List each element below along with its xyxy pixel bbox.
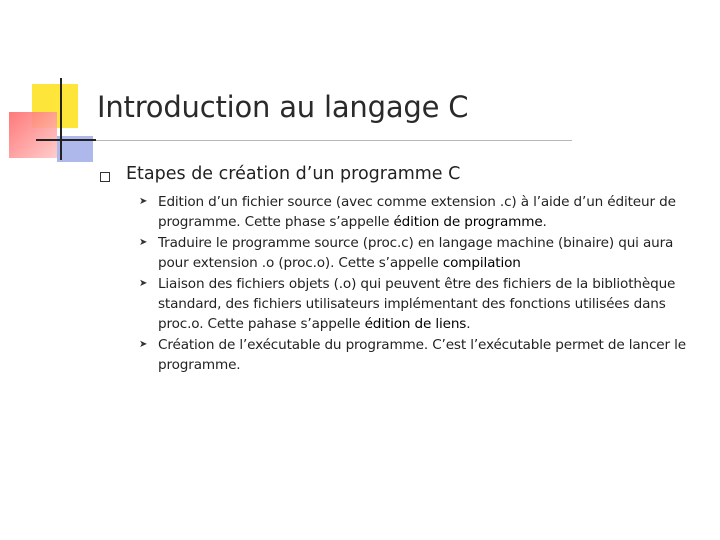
arrowhead-icon: ➤ bbox=[139, 196, 148, 207]
arrowhead-icon: ➤ bbox=[139, 277, 148, 289]
item-text: Edition d’un fichier source (avec comme extension .c) à l’aide d’un éditeur de programme. Cette phase s’appelle bbox=[158, 194, 676, 231]
list-item bbox=[139, 233, 703, 274]
decor-vertical-line bbox=[60, 78, 62, 160]
title-underline bbox=[96, 140, 572, 141]
item-emphasis: édition de programme bbox=[393, 214, 543, 231]
decor-horizontal-line bbox=[36, 139, 96, 141]
decor-red-square bbox=[9, 112, 57, 158]
item-text-end: . bbox=[466, 316, 471, 333]
list-item bbox=[139, 274, 703, 335]
sub-bullet-list bbox=[139, 192, 703, 376]
item-text: Traduire le programme source (proc.c) en langage machine (binaire) qui aura pour extension .o (proc.o). Cette s’appelle bbox=[158, 234, 674, 272]
slide-title: Introduction au langage C bbox=[97, 90, 469, 124]
item-text: Création de l’exécutable du programme. C’est l’exécutable permet de lancer le programme. bbox=[158, 336, 686, 374]
item-text-end: . bbox=[542, 214, 547, 231]
main-bullet-text: Etapes de création d’un programme C bbox=[126, 164, 461, 184]
item-emphasis: édition de liens bbox=[364, 316, 467, 333]
list-item bbox=[139, 335, 703, 376]
arrowhead-icon: ➤ bbox=[139, 236, 148, 248]
item-text: Liaison des fichiers objets (.o) qui peuvent être des fichiers de la bibliothèque standard, des fichiers utilisateurs implémentant des fonctions utilisées dans proc.o. Cette pahase s’appelle bbox=[158, 275, 676, 333]
list-item bbox=[139, 192, 703, 233]
hollow-square-icon bbox=[100, 172, 110, 182]
arrowhead-icon: ➤ bbox=[139, 338, 148, 350]
item-emphasis: compilation bbox=[442, 255, 521, 272]
